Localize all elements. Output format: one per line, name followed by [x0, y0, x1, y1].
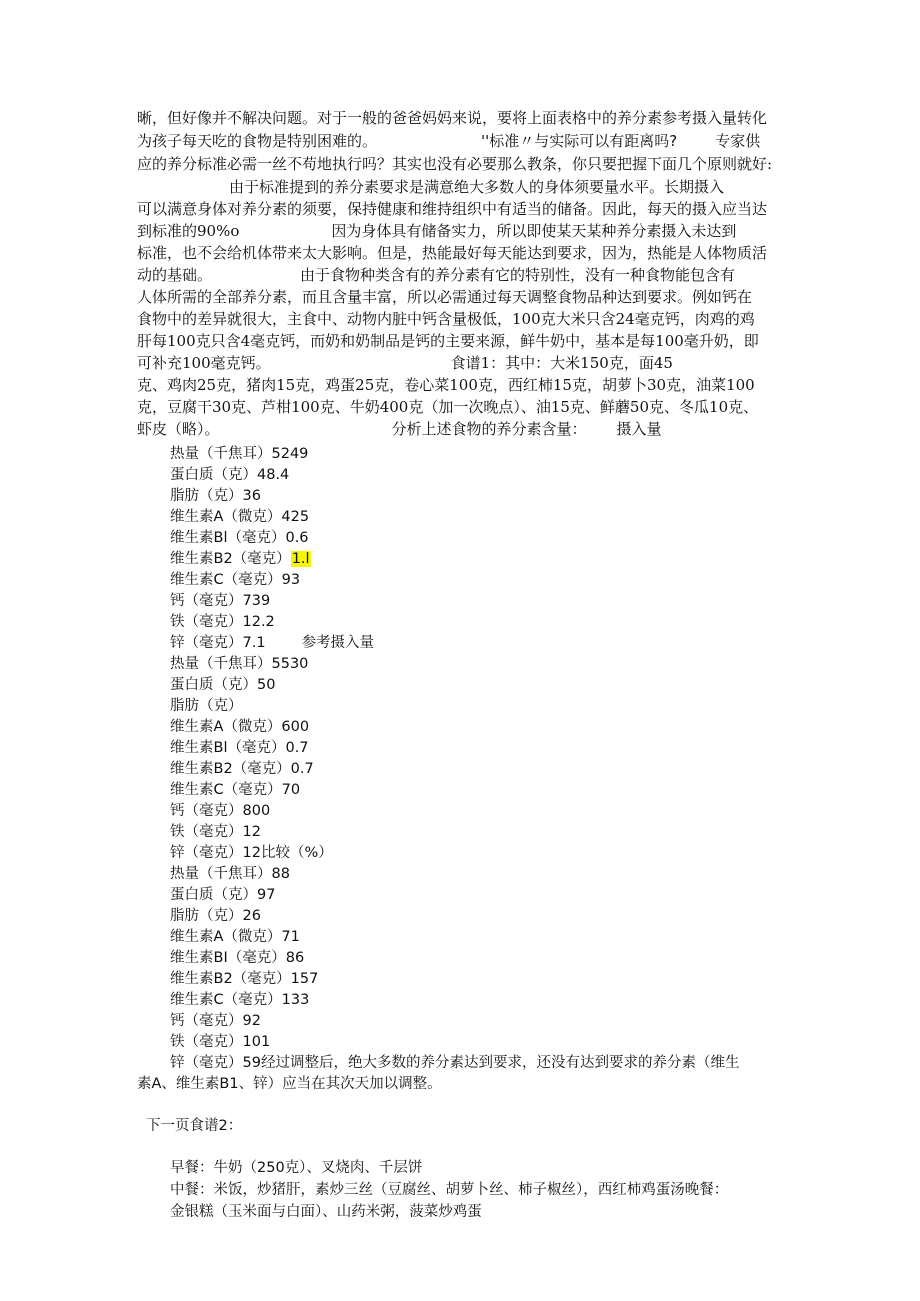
section-label: 参考摄入量: [301, 635, 375, 651]
nutrient-label: 维生素B2（毫克）: [170, 551, 291, 567]
text-run: 食谱1：其中：大米150克，面45: [450, 354, 673, 372]
paragraph-line: [137, 199, 787, 219]
nutrient-line: 钙（毫克）92: [170, 1013, 261, 1029]
paragraph-line: [137, 375, 787, 395]
nutrient-line: 脂肪（克）: [170, 698, 243, 714]
nutrient-line: 维生素B2（毫克）157: [170, 971, 319, 987]
paragraph-line: [137, 331, 787, 351]
text-run: 可以满意身体对养分素的须要，保持健康和维持组织中有适当的储备。因此，每天的摄入应当达: [137, 200, 768, 218]
text-run: 克、鸡肉25克，猪肉15克，鸡蛋25克，卷心菜100克，西红柿15克，胡萝卜30克，油菜100: [137, 376, 755, 394]
section-heading: ''标准〃与实际可以有距离吗?: [481, 132, 678, 150]
nutrient-line: 铁（毫克）101: [170, 1034, 271, 1050]
conclusion-line: 锌（毫克）59经过调整后，绝大多数的养分素达到要求，还没有达到要求的养分素（维生: [170, 1055, 740, 1071]
text-run: 肝每100克只含4毫克钙，而奶和奶制品是钙的主要来源，鲜牛奶中，基本是每100毫升奶，即: [137, 332, 759, 350]
meal-line: 早餐：牛奶（250克）、叉烧肉、千层饼: [170, 1160, 423, 1176]
text-run: 专家供: [715, 132, 761, 150]
paragraph-line: [137, 154, 787, 174]
nutrient-line: 蛋白质（克）97: [170, 887, 276, 903]
nutrient-line: 维生素B2（毫克）0.7: [170, 761, 314, 777]
text-run: 应的养分标准必需一丝不苟地执行吗？其实也没有必要那么教条，你只要把握下面几个原则就好:: [137, 155, 773, 173]
text-run: 为孩子每天吃的食物是特别困难的。: [137, 132, 378, 150]
conclusion-line: 素A、维生素B1、锌）应当在其次天加以调整。: [137, 1076, 442, 1092]
paragraph-line: [137, 108, 787, 128]
nutrient-line: 脂肪（克）26: [170, 908, 261, 924]
nutrient-line: 热量（千焦耳）5249: [170, 446, 309, 462]
nutrient-line: 蛋白质（克）48.4: [170, 467, 290, 483]
paragraph-line: [137, 221, 787, 241]
nutrient-line: 钙（毫克）739: [170, 593, 271, 609]
text-run: 动的基础。: [137, 266, 213, 284]
text-run: 因为身体具有储备实力，所以即使某天某种养分素摄入未达到: [331, 222, 737, 240]
meal-line: 中餐：米饭，炒猪肝，素炒三丝（豆腐丝、胡萝卜丝、柿子椒丝），西红柿鸡蛋汤晚餐：: [170, 1182, 729, 1198]
paragraph-line: [137, 353, 787, 373]
nutrient-line: 维生素A（微克）600: [170, 719, 310, 735]
nutrient-line: 维生素C（毫克）93: [170, 572, 301, 588]
text-run: 人体所需的全部养分素，而且含量丰富，所以必需通过每天调整食物品种达到要求。例如钙在: [137, 288, 753, 306]
nutrient-line: 维生素A（微克）425: [170, 509, 310, 525]
text-run: 由于食物种类含有的养分素有它的特别性，没有一种食物能包含有: [300, 266, 736, 284]
nutrient-line: 蛋白质（克）50: [170, 677, 276, 693]
nutrient-line: 脂肪（克）36: [170, 488, 261, 504]
text-run: 虾皮（略）。: [137, 420, 220, 438]
text-run: 标准，也不会给机体带来太大影响。但是，热能最好每天能达到要求，因为，热能是人体物质活: [137, 244, 768, 262]
nutrient-line: 锌（毫克）12比较（%）: [170, 845, 333, 861]
paragraph-line: [137, 309, 787, 329]
text-run: 到标准的90%o: [137, 222, 240, 240]
nutrient-line: 维生素Bl（毫克）0.6: [170, 530, 309, 546]
text-run: 克，豆腐干30克、芦柑100克、牛奶400克（加一次晚点）、油15克、鲜蘑50克、冬瓜10克、: [137, 398, 759, 416]
meal-line: 金银糕（玉米面与白面）、山药米粥，菠菜炒鸡蛋: [170, 1204, 482, 1220]
paragraph-line: [137, 287, 787, 307]
text-run: 摄入量: [616, 420, 662, 438]
paragraph-line: [137, 265, 787, 285]
nutrient-line: 维生素C（毫克）70: [170, 782, 301, 798]
nutrient-line: 维生素Bl（毫克）0.7: [170, 740, 309, 756]
text-run: 由于标准提到的养分素要求是满意绝大多数人的身体须要量水平。长期摄入: [229, 178, 725, 196]
nutrient-line: 维生素C（毫克）133: [170, 992, 310, 1008]
nutrient-line: 热量（千焦耳）5530: [170, 656, 309, 672]
paragraph-line: [137, 419, 787, 439]
text-run: 食物中的差异就很大，主食中、动物内脏中钙含量极低，100克大米只含24毫克钙，肉鸡的鸡: [137, 310, 755, 328]
nutrient-line: 铁（毫克）12.2: [170, 614, 275, 630]
paragraph-line: [137, 131, 787, 151]
paragraph-line: [137, 177, 787, 197]
nutrient-line: 维生素BI（毫克）86: [170, 950, 305, 966]
next-page-heading: 下一页食谱2：: [146, 1118, 243, 1134]
paragraph-line: [137, 397, 787, 417]
nutrient-line: 钙（毫克）800: [170, 803, 271, 819]
nutrient-line: [170, 633, 374, 653]
paragraph-line: [137, 243, 787, 263]
text-run: 晰，但好像并不解决问题。对于一般的爸爸妈妈来说，要将上面表格中的养分素参考摄入量转化: [137, 109, 768, 127]
nutrient-line: 热量（千焦耳）88: [170, 866, 290, 882]
nutrient-label: 锌（毫克）7.1: [170, 635, 266, 651]
text-run: 分析上述食物的养分素含量：: [391, 420, 587, 438]
nutrient-line: [170, 549, 311, 569]
nutrient-line: 维生素A（微克）71: [170, 929, 300, 945]
highlighted-value: 1.l: [291, 551, 310, 567]
text-run: 可补充100毫克钙。: [137, 354, 271, 372]
nutrient-line: 铁（毫克）12: [170, 824, 261, 840]
